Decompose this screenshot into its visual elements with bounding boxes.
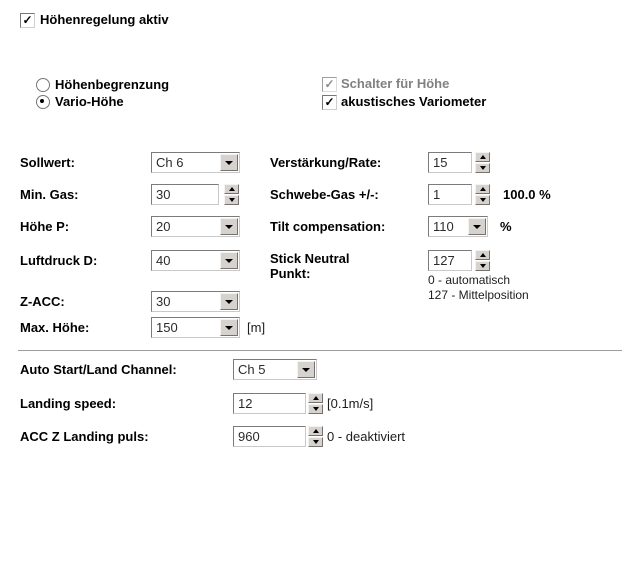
hoehe-p-dropdown-button[interactable] [220,218,238,235]
spinner-down-button[interactable] [475,261,490,271]
max-hoehe-dropdown-button[interactable] [220,319,238,336]
chevron-down-icon [473,225,481,229]
chevron-down-icon [225,225,233,229]
sollwert-combobox[interactable] [151,152,240,173]
schalter-fuer-hoehe-checkbox [322,77,337,92]
up-arrow-icon [229,187,235,191]
min-gas-input[interactable] [151,184,219,205]
verstaerkung-rate-value: 15 [433,155,448,170]
down-arrow-icon [480,166,486,170]
tilt-compensation-value: 110 [433,219,454,234]
tilt-compensation-label: Tilt compensation: [270,219,386,234]
acc-z-landing-puls-input[interactable] [233,426,306,447]
stick-neutral-punkt-label: Stick Neutral Punkt: [270,251,350,281]
max-hoehe-label: Max. Höhe: [20,320,90,335]
max-hoehe-unit: [m] [247,320,266,335]
stick-neutral-punkt-input[interactable] [428,250,472,271]
schwebe-gas-input[interactable] [428,184,472,205]
hoehenregelung-aktiv-label: Höhenregelung aktiv [40,12,169,27]
stick-neutral-punkt-spinner[interactable] [475,250,490,271]
down-arrow-icon [313,440,319,444]
z-acc-label: Z-ACC: [20,294,65,309]
down-arrow-icon [480,198,486,202]
hoehenregelung-aktiv-checkbox[interactable] [20,13,35,28]
spinner-up-button[interactable] [475,250,490,260]
section-divider [18,350,622,351]
vario-hoehe-radio[interactable] [36,95,50,109]
down-arrow-icon [480,264,486,268]
schalter-fuer-hoehe-label: Schalter für Höhe [341,76,450,91]
auto-start-land-channel-label: Auto Start/Land Channel: [20,362,177,377]
chevron-down-icon [225,300,233,304]
verstaerkung-rate-label: Verstärkung/Rate: [270,155,382,170]
z-acc-dropdown-button[interactable] [220,293,238,310]
down-arrow-icon [313,407,319,411]
tilt-compensation-dropdown-button[interactable] [468,218,486,235]
up-arrow-icon [480,187,486,191]
chevron-down-icon [225,161,233,165]
spinner-down-button[interactable] [475,195,490,205]
hoehe-p-label: Höhe P: [20,219,70,234]
akustisches-variometer-label: akustisches Variometer [341,94,487,109]
hoehenbegrenzung-radio[interactable] [36,78,50,92]
stick-neutral-note-mittelposition: 127 - Mittelposition [428,288,529,302]
tilt-compensation-combobox[interactable] [428,216,488,237]
up-arrow-icon [480,253,486,257]
sollwert-dropdown-button[interactable] [220,154,238,171]
auto-start-land-channel-value: Ch 5 [238,362,266,377]
spinner-down-button[interactable] [308,404,323,414]
spinner-up-button[interactable] [224,184,239,194]
checkmark-icon: ✓ [22,13,33,27]
luftdruck-d-combobox[interactable] [151,250,240,271]
min-gas-value: 30 [156,187,171,202]
akustisches-variometer-checkbox[interactable] [322,95,337,110]
chevron-down-icon [225,326,233,330]
chevron-down-icon [302,368,310,372]
schwebe-gas-spinner[interactable] [475,184,490,205]
chevron-down-icon [225,259,233,263]
max-hoehe-combobox[interactable] [151,317,240,338]
stick-neutral-punkt-value: 127 [433,253,455,268]
hoehe-p-value: 20 [156,219,171,234]
schwebe-gas-percent-readout: 100.0 % [503,187,551,202]
luftdruck-d-dropdown-button[interactable] [220,252,238,269]
z-acc-value: 30 [156,294,171,309]
hoehenbegrenzung-label: Höhenbegrenzung [55,77,170,92]
auto-start-land-channel-combobox[interactable] [233,359,317,380]
checkmark-icon: ✓ [324,77,335,91]
hoehe-p-combobox[interactable] [151,216,240,237]
verstaerkung-rate-spinner[interactable] [475,152,490,173]
auto-start-land-channel-dropdown-button[interactable] [297,361,315,378]
schwebe-gas-label: Schwebe-Gas +/-: [270,187,379,202]
acc-z-landing-puls-spinner[interactable] [308,426,323,447]
spinner-up-button[interactable] [308,426,323,436]
spinner-up-button[interactable] [308,393,323,403]
landing-speed-unit: [0.1m/s] [327,396,374,411]
min-gas-spinner[interactable] [224,184,239,205]
z-acc-combobox[interactable] [151,291,240,312]
spinner-up-button[interactable] [475,152,490,162]
stick-neutral-note-automatisch: 0 - automatisch [428,273,511,287]
up-arrow-icon [480,155,486,159]
luftdruck-d-label: Luftdruck D: [20,253,98,268]
spinner-up-button[interactable] [475,184,490,194]
landing-speed-spinner[interactable] [308,393,323,414]
vario-hoehe-label: Vario-Höhe [55,94,124,109]
sollwert-label: Sollwert: [20,155,75,170]
min-gas-label: Min. Gas: [20,187,79,202]
spinner-down-button[interactable] [224,195,239,205]
radio-dot-icon [40,99,44,103]
luftdruck-d-value: 40 [156,253,171,268]
up-arrow-icon [313,429,319,433]
max-hoehe-value: 150 [156,320,178,335]
acc-z-landing-puls-label: ACC Z Landing puls: [20,429,149,444]
acc-z-landing-puls-value: 960 [238,429,260,444]
sollwert-value: Ch 6 [156,155,184,170]
spinner-down-button[interactable] [308,437,323,447]
verstaerkung-rate-input[interactable] [428,152,472,173]
up-arrow-icon [313,396,319,400]
tilt-compensation-unit: % [500,219,512,234]
spinner-down-button[interactable] [475,163,490,173]
acc-z-landing-puls-note: 0 - deaktiviert [327,429,406,444]
landing-speed-value: 12 [238,396,253,411]
checkmark-icon: ✓ [324,95,335,109]
schwebe-gas-value: 1 [433,187,441,202]
landing-speed-input[interactable] [233,393,306,414]
landing-speed-label: Landing speed: [20,396,117,411]
down-arrow-icon [229,198,235,202]
